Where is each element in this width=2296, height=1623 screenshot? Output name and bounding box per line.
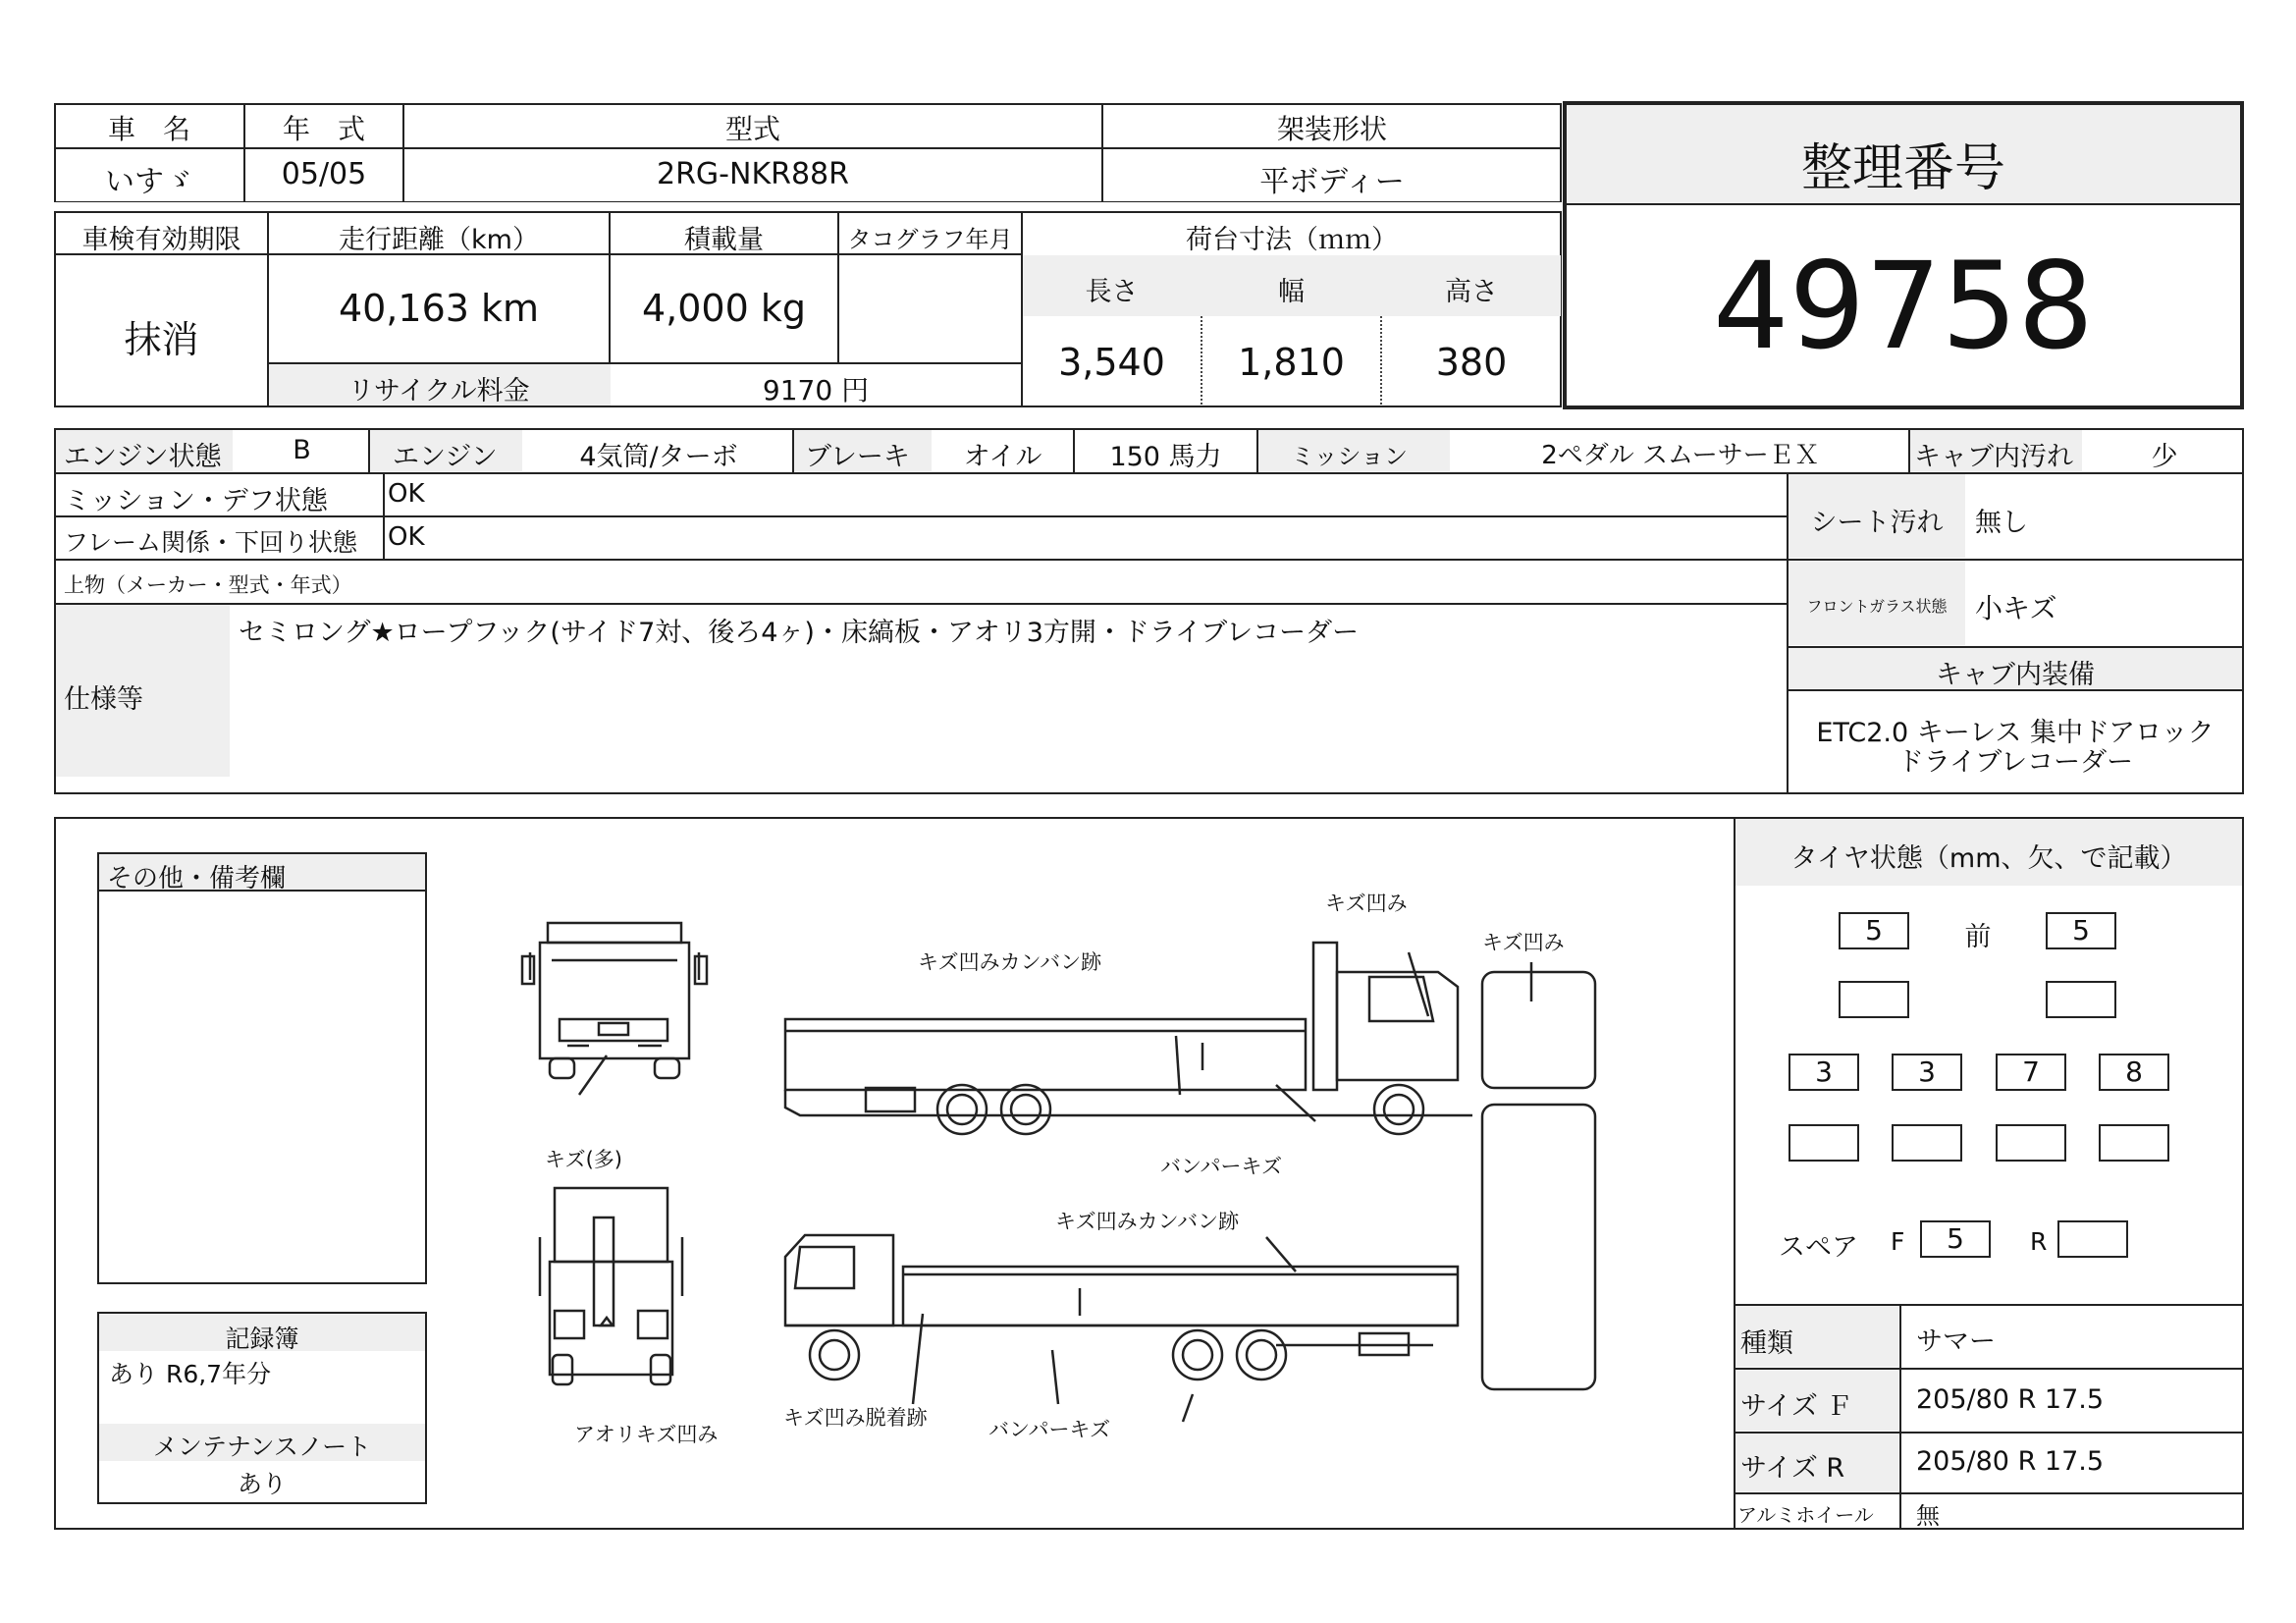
capacity-value: 4,000 kg: [642, 287, 806, 330]
brake-value: オイル: [963, 442, 1042, 472]
body-type-label: 架装形状: [1276, 113, 1387, 145]
note-roof: キズ凹み: [1482, 931, 1565, 954]
bed-height-label: 高さ: [1445, 277, 1498, 307]
spare-r-label: R: [2030, 1227, 2048, 1256]
windshield-value: 小キズ: [1975, 592, 2057, 624]
record-box: [97, 1312, 427, 1504]
upper-body-label: 上物（メーカー・型式・年式）: [64, 573, 352, 597]
spec-label: 仕様等: [64, 684, 143, 715]
brake-label: ブレーキ: [805, 442, 910, 472]
note-side-bottom-cab: キズ凹み脱着跡: [783, 1406, 928, 1430]
recycle-value: 9170 円: [762, 374, 870, 406]
record-value: あり R6,7年分: [109, 1360, 272, 1388]
note-side-top-bumper: バンパーキズ: [1160, 1155, 1283, 1178]
mileage-value: 40,163 km: [338, 287, 540, 330]
mission-diff-value: OK: [388, 479, 425, 509]
year-value: 05/05: [281, 157, 367, 191]
body-type-value: 平ボディー: [1259, 165, 1405, 199]
alu-wheel-value: 無: [1916, 1502, 1940, 1530]
mission-label: ミッション: [1291, 443, 1409, 470]
engine-label: エンジン: [393, 442, 498, 472]
engine-condition-label: エンジン状態: [64, 442, 222, 472]
tire-type-value: サマー: [1916, 1326, 1996, 1357]
year-label: 年 式: [282, 113, 365, 145]
tire-rear-1: 3: [1789, 1054, 1859, 1091]
tire-size-r-value: 205/80 R 17.5: [1916, 1446, 2105, 1477]
truck-front-view: [522, 923, 707, 1078]
spare-label: スペア: [1779, 1232, 1858, 1263]
truck-side-view-bottom: [594, 1217, 1458, 1380]
tire-front-right-inner: [2046, 981, 2116, 1018]
truck-roof-view: [1482, 972, 1595, 1389]
mileage-label: 走行距離（km）: [339, 225, 539, 255]
management-number: 49758: [1712, 237, 2095, 376]
bed-height-value: 380: [1435, 341, 1508, 384]
tire-front-right: 5: [2046, 912, 2116, 949]
maintenance-label: メンテナンスノート: [152, 1433, 372, 1461]
remarks-box: [97, 852, 427, 1284]
cab-equipment-line2: ドライブレコーダー: [1896, 747, 2134, 778]
note-side-bottom-bumper: バンパーキズ: [988, 1418, 1111, 1441]
management-number-label: 整理番号: [1800, 139, 2005, 198]
truck-side-view-top: [785, 943, 1472, 1134]
note-side-top-cab: キズ凹み: [1325, 892, 1408, 915]
model-value: 2RG-NKR88R: [657, 157, 849, 191]
cab-dirt-value: 少: [2151, 442, 2178, 472]
tire-rear-2: 3: [1892, 1054, 1962, 1091]
note-side-top-bed: キズ凹みカンバン跡: [918, 950, 1102, 974]
frame-value: OK: [388, 522, 425, 552]
tire-rear-3: 7: [1996, 1054, 2066, 1091]
cab-dirt-label: キャブ内汚れ: [1914, 442, 2073, 472]
cab-equipment-label: キャブ内装備: [1936, 660, 2095, 690]
tire-front-label: 前: [1964, 922, 1992, 952]
bed-length-label: 長さ: [1085, 277, 1139, 307]
capacity-label: 積載量: [684, 225, 764, 255]
spare-f-value: 5: [1920, 1220, 1991, 1258]
tire-rear-1-inner: [1789, 1124, 1859, 1162]
tire-front-left: 5: [1839, 912, 1909, 949]
tire-size-r-label: サイズ R: [1740, 1453, 1845, 1484]
mission-value: 2ペダル スムーサーＥＸ: [1541, 441, 1820, 470]
bed-length-value: 3,540: [1058, 341, 1165, 384]
note-rear-damage: アオリキズ凹み: [574, 1423, 719, 1446]
engine-condition-value: B: [293, 435, 311, 465]
bed-width-label: 幅: [1278, 277, 1305, 307]
inspection-label: 車検有効期限: [81, 225, 241, 255]
tire-title: タイヤ状態（mm、欠、で記載）: [1790, 843, 2187, 874]
bed-width-value: 1,810: [1238, 341, 1345, 384]
tire-size-f-value: 205/80 R 17.5: [1916, 1384, 2105, 1415]
model-label: 型式: [724, 113, 780, 145]
note-front-damage: キズ(多): [545, 1148, 622, 1171]
windshield-label: フロントガラス状態: [1806, 597, 1948, 616]
tire-size-f-label: サイズ Ｆ: [1740, 1391, 1853, 1422]
recycle-label: リサイクル料金: [347, 376, 530, 406]
tire-rear-3-inner: [1996, 1124, 2066, 1162]
frame-label: フレーム関係・下回り状態: [64, 528, 358, 557]
bed-size-label: 荷台寸法（ｍｍ）: [1186, 225, 1398, 255]
horsepower-value: 150 馬力: [1109, 442, 1222, 472]
inspection-value: 抹消: [124, 318, 199, 361]
tacho-label: タコグラフ年月: [847, 226, 1013, 253]
spec-value: セミロング★ロープフック(サイド7対、後ろ4ヶ)・床縞板・アオリ3方開・ドライブレコーダー: [239, 618, 1360, 648]
car-name-value: いすゞ: [105, 165, 193, 199]
cab-equipment-line1: ETC2.0 キーレス 集中ドアロック: [1816, 718, 2215, 748]
spare-r-value: [2057, 1220, 2128, 1258]
management-number-box: [1563, 101, 2244, 409]
mission-diff-label: ミッション・デフ状態: [64, 486, 328, 516]
tire-rear-2-inner: [1892, 1124, 1962, 1162]
tire-type-label: 種類: [1740, 1328, 1793, 1359]
tire-front-left-inner: [1839, 981, 1909, 1018]
spare-f-label: F: [1891, 1227, 1905, 1256]
maintenance-value: あり: [237, 1470, 287, 1498]
record-label: 記録簿: [225, 1325, 299, 1353]
seat-dirt-value: 無し: [1975, 508, 2028, 538]
alu-wheel-label: アルミホイール: [1737, 1503, 1874, 1527]
car-name-label: 車 名: [107, 113, 190, 145]
note-side-bottom-bed: キズ凹みカンバン跡: [1055, 1210, 1240, 1233]
seat-dirt-label: シート汚れ: [1810, 508, 1944, 538]
engine-value: 4気筒/ターボ: [579, 442, 738, 472]
remarks-label: その他・備考欄: [107, 864, 287, 893]
tire-rear-4-inner: [2099, 1124, 2169, 1162]
tire-rear-4: 8: [2099, 1054, 2169, 1091]
